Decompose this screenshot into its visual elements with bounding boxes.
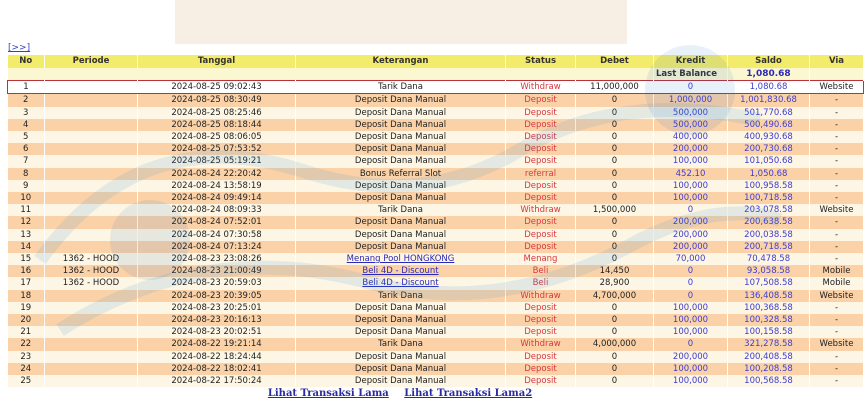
- cell-saldo: 200,638.58: [728, 216, 810, 228]
- table-row: [8, 302, 864, 314]
- cell-periode: [45, 155, 138, 167]
- cell-no: 18: [8, 290, 45, 302]
- table-header-row: [8, 55, 864, 68]
- cell-periode: [45, 204, 138, 216]
- cell-no: 1: [8, 81, 45, 94]
- cell-periode: [45, 326, 138, 338]
- cell-periode: [45, 375, 138, 387]
- cell-debet: 0: [576, 351, 654, 363]
- cell-status: Withdraw: [506, 290, 576, 302]
- header-periode: Periode: [45, 55, 138, 68]
- table-row: [8, 143, 864, 155]
- table-row: [8, 192, 864, 204]
- cell-debet: 14,450: [576, 265, 654, 277]
- cell-status: Deposit: [506, 94, 576, 107]
- old-transactions-link[interactable]: Lihat Transaksi Lama: [267, 388, 389, 399]
- table-row: [8, 265, 864, 277]
- cell-status: Deposit: [506, 363, 576, 375]
- cell-debet: 0: [576, 241, 654, 253]
- cell-tanggal: 2024-08-22 17:50:24: [138, 375, 296, 387]
- header-tanggal: Tanggal: [138, 55, 296, 68]
- next-page-link[interactable]: [>>]: [8, 43, 31, 53]
- cell-debet: 11,000,000: [576, 81, 654, 94]
- cell-kredit: 500,000: [654, 119, 728, 131]
- cell-via: Website: [810, 81, 864, 94]
- header-saldo: Saldo: [728, 55, 810, 68]
- cell-status: Deposit: [506, 241, 576, 253]
- cell-keterangan: Deposit Dana Manual: [296, 155, 506, 167]
- cell-via: -: [810, 94, 864, 107]
- cell-via: -: [810, 168, 864, 180]
- table-row: [8, 314, 864, 326]
- table-row: [8, 94, 864, 107]
- cell-keterangan: Deposit Dana Manual: [296, 180, 506, 192]
- cell-via: -: [810, 192, 864, 204]
- cell-saldo: 70,478.58: [728, 253, 810, 265]
- cell-via: -: [810, 107, 864, 119]
- cell-saldo: 101,050.68: [728, 155, 810, 167]
- cell-debet: 4,700,000: [576, 290, 654, 302]
- cell-saldo: 203,078.58: [728, 204, 810, 216]
- cell-saldo: 100,958.58: [728, 180, 810, 192]
- cell-debet: 0: [576, 216, 654, 228]
- cell-status: Deposit: [506, 375, 576, 387]
- cell-debet: 0: [576, 253, 654, 265]
- table-row: [8, 131, 864, 143]
- cell-no: 16: [8, 265, 45, 277]
- cell-keterangan: Deposit Dana Manual: [296, 131, 506, 143]
- cell-via: -: [810, 119, 864, 131]
- cell-status: Deposit: [506, 192, 576, 204]
- table-row: [8, 216, 864, 228]
- table-row: [8, 351, 864, 363]
- table-row: [8, 204, 864, 216]
- cell-keterangan: Deposit Dana Manual: [296, 326, 506, 338]
- cell-kredit: 452.10: [654, 168, 728, 180]
- cell-periode: [45, 131, 138, 143]
- cell-kredit: 100,000: [654, 363, 728, 375]
- cell-tanggal: 2024-08-23 20:02:51: [138, 326, 296, 338]
- cell-kredit: 0: [654, 290, 728, 302]
- cell-keterangan: Deposit Dana Manual: [296, 94, 506, 107]
- table-row: [8, 241, 864, 253]
- cell-saldo: 1,001,830.68: [728, 94, 810, 107]
- cell-status: Deposit: [506, 302, 576, 314]
- cell-tanggal: 2024-08-23 20:25:01: [138, 302, 296, 314]
- cell-kredit: 100,000: [654, 314, 728, 326]
- cell-via: -: [810, 241, 864, 253]
- cell-periode: [45, 338, 138, 350]
- cell-keterangan: Deposit Dana Manual: [296, 375, 506, 387]
- table-row: [8, 155, 864, 167]
- cell-debet: 4,000,000: [576, 338, 654, 350]
- cell-keterangan: Tarik Dana: [296, 338, 506, 350]
- cell-periode: [45, 107, 138, 119]
- header-via: Via: [810, 55, 864, 68]
- cell-periode: [45, 290, 138, 302]
- cell-saldo: 100,368.58: [728, 302, 810, 314]
- cell-saldo: 200,718.58: [728, 241, 810, 253]
- cell-debet: 0: [576, 375, 654, 387]
- table-row: [8, 375, 864, 387]
- cell-status: Deposit: [506, 314, 576, 326]
- cell-status: Deposit: [506, 143, 576, 155]
- cell-saldo: 501,770.68: [728, 107, 810, 119]
- cell-via: Website: [810, 204, 864, 216]
- cell-status: Deposit: [506, 180, 576, 192]
- cell-saldo: 107,508.58: [728, 277, 810, 289]
- table-row: [8, 277, 864, 289]
- cell-keterangan: Deposit Dana Manual: [296, 314, 506, 326]
- cell-tanggal: 2024-08-23 20:39:05: [138, 290, 296, 302]
- cell-no: 10: [8, 192, 45, 204]
- cell-keterangan: Bonus Referral Slot: [296, 168, 506, 180]
- cell-saldo: 400,930.68: [728, 131, 810, 143]
- cell-via: -: [810, 375, 864, 387]
- cell-kredit: 500,000: [654, 107, 728, 119]
- cell-periode: 1362 - HOOD: [45, 277, 138, 289]
- cell-saldo: 100,718.58: [728, 192, 810, 204]
- header-kredit: Kredit: [654, 55, 728, 68]
- cell-periode: [45, 94, 138, 107]
- last-balance-label: Last Balance: [654, 68, 728, 81]
- header-keterangan: Keterangan: [296, 55, 506, 68]
- table-row: [8, 326, 864, 338]
- cell-tanggal: 2024-08-25 05:19:21: [138, 155, 296, 167]
- cell-kredit: 400,000: [654, 131, 728, 143]
- cell-keterangan: Deposit Dana Manual: [296, 351, 506, 363]
- cell-no: 7: [8, 155, 45, 167]
- cell-via: -: [810, 351, 864, 363]
- cell-periode: [45, 81, 138, 94]
- cell-debet: 0: [576, 107, 654, 119]
- cell-no: 13: [8, 229, 45, 241]
- cell-tanggal: 2024-08-23 20:16:13: [138, 314, 296, 326]
- cell-keterangan: Tarik Dana: [296, 81, 506, 94]
- cell-kredit: 1,000,000: [654, 94, 728, 107]
- cell-tanggal: 2024-08-25 09:02:43: [138, 81, 296, 94]
- cell-no: 8: [8, 168, 45, 180]
- cell-tanggal: 2024-08-23 23:08:26: [138, 253, 296, 265]
- cell-kredit: 0: [654, 277, 728, 289]
- header-no: No: [8, 55, 45, 68]
- table-row: [8, 363, 864, 375]
- cell-keterangan: Deposit Dana Manual: [296, 192, 506, 204]
- cell-keterangan: Deposit Dana Manual: [296, 241, 506, 253]
- cell-status: Deposit: [506, 107, 576, 119]
- cell-keterangan: Deposit Dana Manual: [296, 229, 506, 241]
- cell-periode: [45, 192, 138, 204]
- cell-status: Withdraw: [506, 81, 576, 94]
- cell-status: Deposit: [506, 229, 576, 241]
- cell-tanggal: 2024-08-24 07:13:24: [138, 241, 296, 253]
- cell-tanggal: 2024-08-24 22:20:42: [138, 168, 296, 180]
- cell-kredit: 200,000: [654, 241, 728, 253]
- cell-tanggal: 2024-08-23 21:00:49: [138, 265, 296, 277]
- cell-keterangan: Deposit Dana Manual: [296, 119, 506, 131]
- cell-periode: [45, 302, 138, 314]
- cell-status: referral: [506, 168, 576, 180]
- cell-tanggal: 2024-08-25 08:30:49: [138, 94, 296, 107]
- table-row: [8, 168, 864, 180]
- cell-keterangan: Deposit Dana Manual: [296, 363, 506, 375]
- cell-periode: [45, 314, 138, 326]
- cell-via: -: [810, 314, 864, 326]
- table-row: [8, 119, 864, 131]
- cell-periode: [45, 168, 138, 180]
- cell-tanggal: 2024-08-25 08:18:44: [138, 119, 296, 131]
- cell-debet: 0: [576, 314, 654, 326]
- cell-debet: 1,500,000: [576, 204, 654, 216]
- cell-no: 15: [8, 253, 45, 265]
- cell-status: Beli: [506, 265, 576, 277]
- cell-no: 22: [8, 338, 45, 350]
- header-status: Status: [506, 55, 576, 68]
- cell-debet: 0: [576, 168, 654, 180]
- cell-keterangan: Deposit Dana Manual: [296, 107, 506, 119]
- cell-debet: 0: [576, 326, 654, 338]
- cell-keterangan: [296, 265, 506, 277]
- cell-via: -: [810, 216, 864, 228]
- cell-via: -: [810, 363, 864, 375]
- cell-keterangan: Tarik Dana: [296, 290, 506, 302]
- cell-no: 2: [8, 94, 45, 107]
- cell-kredit: 100,000: [654, 375, 728, 387]
- cell-saldo: 100,208.58: [728, 363, 810, 375]
- cell-no: 25: [8, 375, 45, 387]
- cell-tanggal: 2024-08-25 08:06:05: [138, 131, 296, 143]
- top-banner: [175, 0, 627, 44]
- cell-periode: [45, 351, 138, 363]
- table-row: [8, 229, 864, 241]
- cell-kredit: 70,000: [654, 253, 728, 265]
- cell-via: -: [810, 143, 864, 155]
- cell-status: Withdraw: [506, 204, 576, 216]
- table-row: [8, 180, 864, 192]
- cell-saldo: 200,730.68: [728, 143, 810, 155]
- cell-via: Website: [810, 338, 864, 350]
- cell-via: Mobile: [810, 277, 864, 289]
- cell-debet: 0: [576, 229, 654, 241]
- cell-no: 20: [8, 314, 45, 326]
- cell-via: Mobile: [810, 265, 864, 277]
- cell-status: Withdraw: [506, 338, 576, 350]
- cell-debet: 0: [576, 155, 654, 167]
- transaction-detail-link[interactable]: Beli 4D - Discount: [362, 266, 439, 277]
- cell-keterangan: Deposit Dana Manual: [296, 216, 506, 228]
- cell-saldo: 1,050.68: [728, 168, 810, 180]
- cell-via: Website: [810, 290, 864, 302]
- cell-tanggal: 2024-08-24 08:09:33: [138, 204, 296, 216]
- cell-via: -: [810, 155, 864, 167]
- cell-keterangan: Deposit Dana Manual: [296, 143, 506, 155]
- cell-via: -: [810, 326, 864, 338]
- cell-saldo: 200,408.58: [728, 351, 810, 363]
- cell-status: Deposit: [506, 131, 576, 143]
- table-row: [8, 81, 864, 94]
- cell-kredit: 200,000: [654, 351, 728, 363]
- cell-no: 17: [8, 277, 45, 289]
- cell-tanggal: 2024-08-25 08:25:46: [138, 107, 296, 119]
- cell-saldo: 200,038.58: [728, 229, 810, 241]
- cell-periode: 1362 - HOOD: [45, 265, 138, 277]
- cell-tanggal: 2024-08-22 18:24:44: [138, 351, 296, 363]
- cell-debet: 0: [576, 131, 654, 143]
- cell-no: 24: [8, 363, 45, 375]
- cell-saldo: 136,408.58: [728, 290, 810, 302]
- cell-kredit: 0: [654, 204, 728, 216]
- cell-no: 4: [8, 119, 45, 131]
- cell-periode: [45, 241, 138, 253]
- cell-kredit: 100,000: [654, 302, 728, 314]
- cell-kredit: 100,000: [654, 155, 728, 167]
- cell-no: 5: [8, 131, 45, 143]
- cell-debet: 0: [576, 119, 654, 131]
- cell-kredit: 200,000: [654, 216, 728, 228]
- cell-no: 11: [8, 204, 45, 216]
- cell-periode: [45, 119, 138, 131]
- footer-links: [0, 388, 800, 399]
- cell-keterangan: Deposit Dana Manual: [296, 302, 506, 314]
- cell-kredit: 100,000: [654, 180, 728, 192]
- cell-debet: 0: [576, 302, 654, 314]
- transaction-detail-link[interactable]: Beli 4D - Discount: [362, 278, 439, 289]
- cell-status: Deposit: [506, 326, 576, 338]
- cell-kredit: 0: [654, 81, 728, 94]
- cell-tanggal: 2024-08-23 20:59:03: [138, 277, 296, 289]
- cell-status: Beli: [506, 277, 576, 289]
- cell-status: Menang: [506, 253, 576, 265]
- cell-kredit: 200,000: [654, 143, 728, 155]
- cell-kredit: 0: [654, 338, 728, 350]
- cell-debet: 0: [576, 192, 654, 204]
- header-debet: Debet: [576, 55, 654, 68]
- cell-kredit: 100,000: [654, 192, 728, 204]
- cell-status: Deposit: [506, 155, 576, 167]
- cell-debet: 0: [576, 363, 654, 375]
- table-row: [8, 253, 864, 265]
- cell-saldo: 100,328.58: [728, 314, 810, 326]
- last-balance-value: 1,080.68: [728, 68, 810, 81]
- cell-saldo: 1,080.68: [728, 81, 810, 94]
- cell-periode: 1362 - HOOD: [45, 253, 138, 265]
- cell-no: 21: [8, 326, 45, 338]
- table-row: [8, 290, 864, 302]
- cell-saldo: 321,278.58: [728, 338, 810, 350]
- cell-periode: [45, 180, 138, 192]
- cell-tanggal: 2024-08-22 18:02:41: [138, 363, 296, 375]
- cell-debet: 0: [576, 143, 654, 155]
- cell-debet: 0: [576, 94, 654, 107]
- transaction-table: [7, 55, 864, 387]
- cell-periode: [45, 216, 138, 228]
- cell-via: -: [810, 253, 864, 265]
- cell-tanggal: 2024-08-25 07:53:52: [138, 143, 296, 155]
- cell-no: 12: [8, 216, 45, 228]
- cell-saldo: 100,158.58: [728, 326, 810, 338]
- cell-saldo: 93,058.58: [728, 265, 810, 277]
- table-row: [8, 107, 864, 119]
- last-balance-row: [8, 68, 864, 81]
- table-row: [8, 338, 864, 350]
- cell-tanggal: 2024-08-24 13:58:19: [138, 180, 296, 192]
- cell-kredit: 200,000: [654, 229, 728, 241]
- cell-via: -: [810, 180, 864, 192]
- cell-status: Deposit: [506, 119, 576, 131]
- cell-tanggal: 2024-08-22 19:21:14: [138, 338, 296, 350]
- transaction-detail-link[interactable]: Menang Pool HONGKONG: [346, 254, 455, 265]
- cell-tanggal: 2024-08-24 07:52:01: [138, 216, 296, 228]
- cell-periode: [45, 143, 138, 155]
- cell-kredit: 0: [654, 265, 728, 277]
- cell-keterangan: [296, 277, 506, 289]
- cell-saldo: 100,568.58: [728, 375, 810, 387]
- cell-kredit: 100,000: [654, 326, 728, 338]
- cell-tanggal: 2024-08-24 09:49:14: [138, 192, 296, 204]
- cell-no: 9: [8, 180, 45, 192]
- cell-status: Deposit: [506, 216, 576, 228]
- cell-periode: [45, 363, 138, 375]
- cell-debet: 28,900: [576, 277, 654, 289]
- cell-no: 19: [8, 302, 45, 314]
- cell-no: 23: [8, 351, 45, 363]
- cell-no: 14: [8, 241, 45, 253]
- cell-via: -: [810, 229, 864, 241]
- cell-via: -: [810, 131, 864, 143]
- cell-keterangan: [296, 253, 506, 265]
- cell-via: -: [810, 302, 864, 314]
- cell-keterangan: Tarik Dana: [296, 204, 506, 216]
- cell-no: 6: [8, 143, 45, 155]
- cell-tanggal: 2024-08-24 07:30:58: [138, 229, 296, 241]
- old-transactions-2-link[interactable]: Lihat Transaksi Lama2: [404, 388, 533, 399]
- cell-no: 3: [8, 107, 45, 119]
- cell-periode: [45, 229, 138, 241]
- cell-status: Deposit: [506, 351, 576, 363]
- cell-saldo: 500,490.68: [728, 119, 810, 131]
- cell-debet: 0: [576, 180, 654, 192]
